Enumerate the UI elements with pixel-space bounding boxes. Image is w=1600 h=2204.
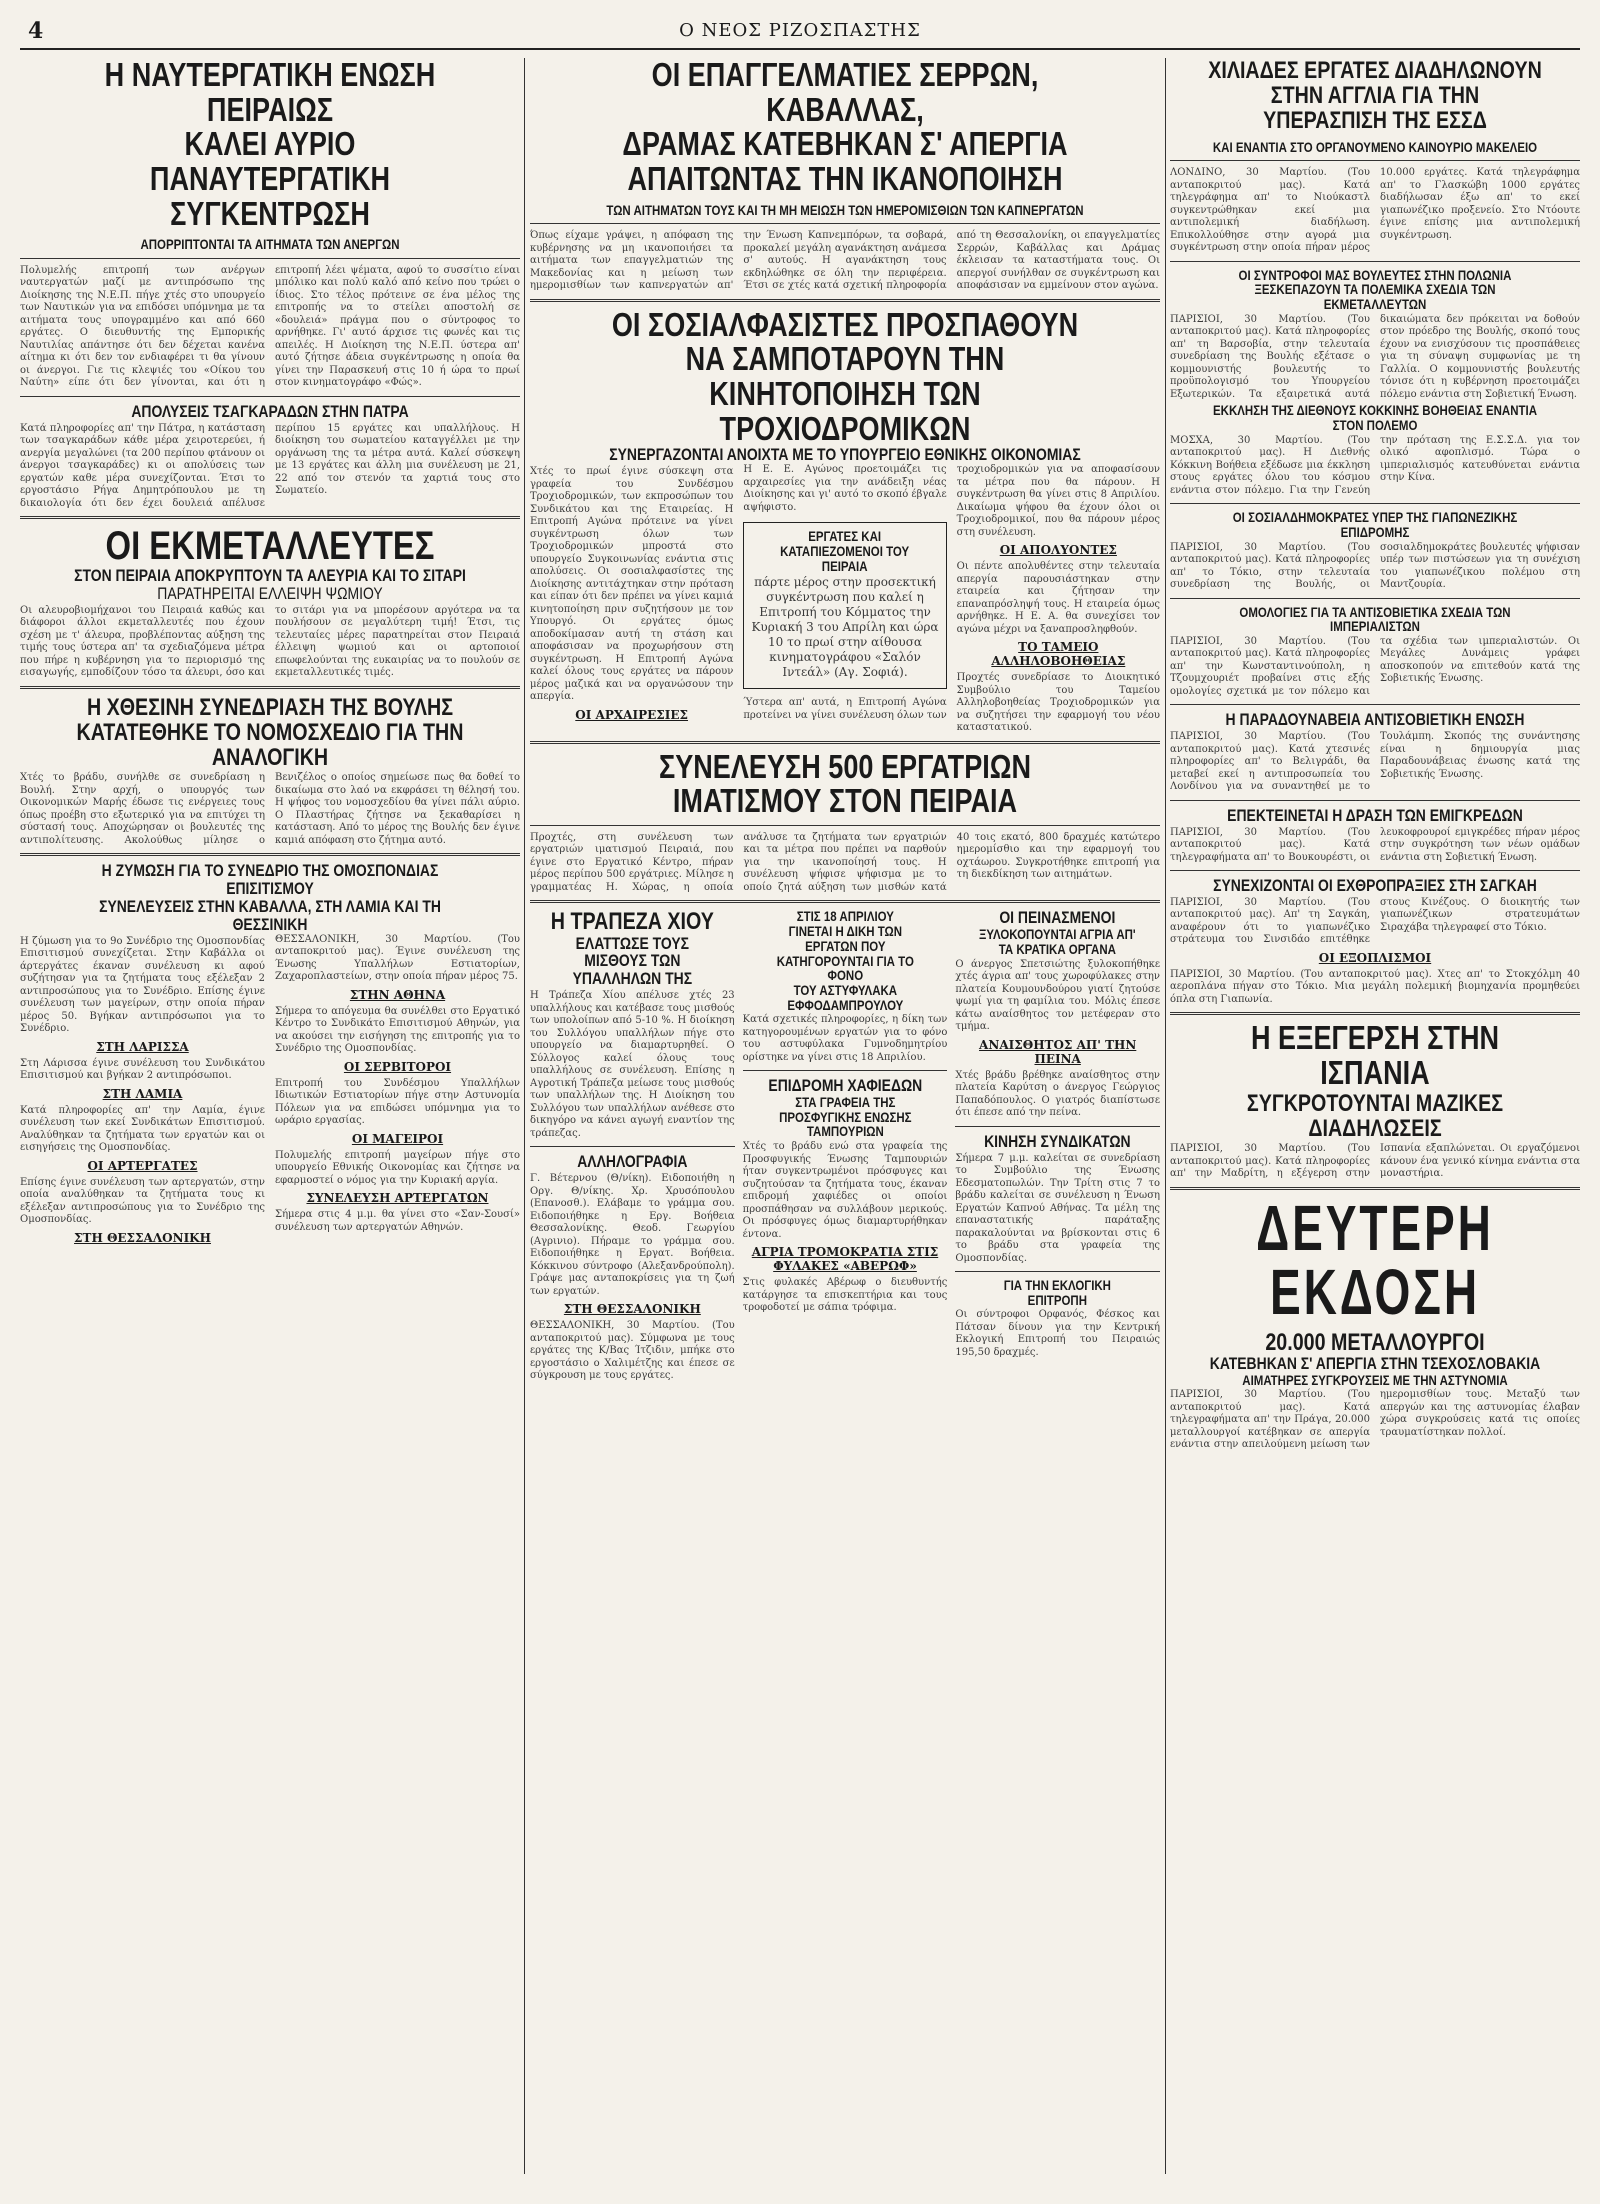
- article-trial: [743, 909, 948, 1384]
- article-text: Ο άνεργος Σπετσιώτης ξυλοκοπήθηκε χτές άγρια απ' τους χωροφύλακες στην πλατεία Κουμουνδούρου γιατί ζητούσε ψωμί για τη φαμίλια του. Μόλις έπεσε κάτω αναίσθητος τον μετέφεραν στο τμήμα.: [955, 958, 1160, 1033]
- headline: ΟΙ ΕΚΜΕΤΑΛΛΕΥΤΕΣ: [105, 524, 435, 569]
- divider: [1170, 503, 1580, 504]
- article-text: Προχτές συνεδρίασε το Διοικητικό Συμβούλιο του Ταμείου Αλληλοβοηθείας Τροχιοδρομικών για να συζητήσει την εφαρμογή του νέου καταστατικού.: [956, 672, 1160, 734]
- article-body: Πολυμελής επιτροπή των ανέργων ναυτεργατών μαζί με αντιπρόσωπο της Διοίκησης της Ν.Ε.Π. πήγε χτές στο υπουργείο των Ναυτικών για να επιδόσει υπόμνημα με τα αιτήματα τους υπογραμμένο και από 660 εργάτες. Ο διευθυντής της Εμπορικής Ναυτιλίας απάντησε ότι δεν δέχεται κανένα αίτημα κι ότι δεν τον ενδιαφέρει τι θα γίνουν οι άνεργοι. Γιε τις κλεψιές του «Οίκου του Ναύτη» είπε ότι δεν γίνονται, και ότι η επιτροπή λέει ψέματα, αφού το συσσίτιο είναι μπόλικο και πολύ καλό από κείνο που τρώει ο ίδιος. Στο τέλος πρότεινε σε ένα μέλος της επιτροπής να το στείλει αποστολή σε «δουλειά» πράγμα που ο σύντροφος το αρνήθηκε. Γι' αυτό άρχισε τις φωνές και τις απειλές. Η Διοίκηση της Ν.Ε.Π. ύστερα απ' αυτό ζήτησε άδεια συγκέντρωσης η οποία θα γίνει την Παρασκευή στις 10 ή ώρα το πρωί στον κινηματογράφο «Φώς».: [20, 264, 520, 389]
- article-text: Στη Λάρισσα έγινε συνέλευση του Συνδικάτου Επισιτισμού και βγήκαν 2 αντιπρόσωποι.: [20, 1057, 265, 1082]
- article-text: Ύστερα απ' αυτά, η Επιτροπή Αγώνα προτείνει να γίνει συνέλευση όλων των τροχιοδρομικών για να αποφασίσουν τα μέτρα που θα πάρουν. Η συγκέντρωση θα γίνει στις 8 Απριλίου. Δικαίωμα ψήφου θα έχουν όλοι οι Τροχιοδρομικοί, που θα πάρουν μέρος στη συνέλευση.: [743, 464, 1160, 721]
- headline: ΧΙΛΙΑΔΕΣ ΕΡΓΑΤΕΣ ΔΙΑΔΗΛΩΝΟΥΝ: [1208, 58, 1542, 84]
- headline: ΕΠΙΔΡΟΜΗ ΧΑΦΙΕΔΩΝ: [768, 1076, 922, 1096]
- article-body: ΠΑΡΙΣΙΟΙ, 30 Μαρτίου. (Του ανταποκριτού μας). Χτες απ' το Στοκχόλμη 40 αεροπλάνα πήγαν στο Τόκιο. Μια μεγάλη πολεμική βιομηχανία προμηθεύει όπλα στη Γιαπωνία.: [1170, 968, 1580, 1005]
- notice-title: ΕΡΓΑΤΕΣ ΚΑΙ ΚΑΤΑΠΙΕΖΟΜΕΝΟΙ ΤΟΥ ΠΕΙΡΑΙΑ: [780, 528, 910, 574]
- column-left: [20, 58, 520, 2174]
- divider: [1170, 598, 1580, 599]
- paper-name: Ο ΝΕΟΣ ΡΙΖΟΣΠΑΣΤΗΣ: [679, 20, 921, 41]
- headline: Η ΧΘΕΣΙΝΗ ΣΥΝΕΔΡΙΑΣΗ ΤΗΣ ΒΟΥΛΗΣ: [86, 693, 454, 721]
- subheadline: ΤΩΝ ΑΙΤΗΜΑΤΩΝ ΤΟΥΣ ΚΑΙ ΤΗ ΜΗ ΜΕΙΩΣΗ ΤΩΝ ΗΜΕΡΟΜΙΣΘΙΩΝ ΤΩΝ ΚΑΠΝΕΡΓΑΤΩΝ: [606, 201, 1084, 218]
- article-body: ΠΑΡΙΣΙΟΙ, 30 Μαρτίου. (Του ανταποκριτού μας). Κατά πληροφορίες απ' τη Βαρσοβία, στην τελευταία συνεδρίαση της Βουλής εξέτασε ο κομμουνιστής βουλευτής το προϋπολογισμό του Υπουργείου Εξωτερικών. Τα εξαιρετικά αυτά δικαιώματα δεν πρόκειται να δοθούν στον πρόεδρο της Βουλής, σκοπό τους έχουν να ενισχύσουν τις προσπάθειες για τη σύναψη συμφωνίας με τη Γαλλία. Ο κομμουνιστής βουλευτής τόνισε ότι η κυβέρνηση προετοιμάζει πόλεμο ενάντια στη Σοβιετική Ένωση.: [1170, 313, 1580, 400]
- article-text: Κατά σχετικές πληροφορίες, η δίκη των κατηγορουμένων εργατών για το φόνο του αστυφύλακα Γυμνοδημητρίου ορίστηκε να γίνει στις 18 Απριλίου.: [742, 1014, 948, 1063]
- subheadline: ΣΥΝΕΛΕΥΣΕΙΣ ΣΤΗΝ ΚΑΒΑΛΛΑ, ΣΤΗ ΛΑΜΙΑ ΚΑΙ ΤΗ ΘΕΣΣΙΝΙΚΗ: [99, 897, 441, 935]
- section-heading: ΣΤΗ ΛΑΡΙΣΣΑ: [96, 1039, 189, 1054]
- headline: ΑΠΟΛΥΣΕΙΣ ΤΣΑΓΚΑΡΑΔΩΝ ΣΤΗΝ ΠΑΤΡΑ: [131, 401, 409, 421]
- divider: [1170, 1012, 1580, 1015]
- divider: [530, 741, 1160, 744]
- column-center: [530, 58, 1160, 2174]
- article-text: Επίσης έγινε συνέλευση των αρτεργατών, στην οποία αναλύθηκαν τα ζητήματα τους κι εξέλεξαν αντιπροσώπους για το Συνέδριο της Ομοσπονδίας.: [20, 1176, 265, 1226]
- headline: ΓΙΝΕΤΑΙ Η ΔΙΚΗ ΤΩΝ ΕΡΓΑΤΩΝ ΠΟΥ ΚΑΤΗΓΟΡΟΥΝΤΑΙ ΓΙΑ ΤΟ ΦΟΝΟ: [776, 923, 914, 984]
- article-body: ΛΟΝΔΙΝΟ, 30 Μαρτίου. (Του ανταποκριτού μας). Κατά τηλεγράφημα απ' το Νιούκαστλ συγκεντρώθηκαν εκεί μια αντιπολεμική διαδήλωση. Επικολλούθησε στην αγορά μια συγκέντρωση στην οποία πήραν μέρος 10.000 εργάτες. Κατά τηλεγράφημα απ' το Γλασκώβη 1000 εργάτες διαδήλωσαν έξω απ' το εκεί γιαπωνέζικο προξενείο. Στο Ντόουτε έγινε επίσης μια αντιπολεμική συγκέντρωση.: [1170, 167, 1580, 254]
- article-body: ΠΑΡΙΣΙΟΙ, 30 Μαρτίου. (Του ανταποκριτού μας). Κατά πληροφορίες απ' την Μαδρίτη, η εξέγερση στην Ισπανία εξαπλώνεται. Οι εργαζόμενοι κάνουν ένα γενικό κίνημα ενάντια στα μοναστήρια.: [1170, 1143, 1580, 1180]
- subheadline: ΚΑΤΑΤΕΘΗΚΕ ΤΟ ΝΟΜΟΣΧΕΔΙΟ ΓΙΑ ΤΗΝ ΑΝΑΛΟΓΙΚΗ: [76, 719, 464, 772]
- divider: [530, 825, 1160, 826]
- article-text: Σήμερα 7 μ.μ. καλείται σε συνεδρίαση το Συμβούλιο της Ένωσης Εδεσματοπωλών. Την Τρίτη στις 7 το βράδυ καλείται σε συνέλευση η Ένωση Εργατών Καπνού Αθήνας. Τα μέλη της επαναστατικής παράταξης παρακαλούνται να βρίσκονται στις 6 το βράδυ στα γραφεία της Ομοσπονδίας.: [955, 1152, 1160, 1264]
- article-text: Η Τράπεζα Χίου απέλυσε χτές 23 υπαλλήλους και κατέβασε τους μισθούς των υπολοίπων από 5-10 %. Η διοίκηση του Συλλόγου υπαλλήλων πήγε στο υπουργείο να διαμαρτυρηθεί. Ο Σύλλογος καλεί όλους τους υπαλλήλους σε συνέλευση. Επίσης η Αγροτική Τράπεζα μείωσε τους μισθούς των υπαλλήλων της. Η Διοίκηση του Συλλόγου των υπαλλήλων ανέθεσε στο δικηγόρο να κάνει αγωγή εναντίον της τράπεζας.: [530, 990, 735, 1139]
- headline: ΟΜΟΛΟΓΙΕΣ ΓΙΑ ΤΑ ΑΝΤΙΣΟΒΙΕΤΙΚΑ ΣΧΕΔΙΑ ΤΩΝ ΙΜΠΕΡΙΑΛΙΣΤΩΝ: [1239, 603, 1511, 635]
- headline: ΣΤΙΣ 18 ΑΠΡΙΛΙΟΥ: [796, 909, 894, 925]
- headline: Η ΖΥΜΩΣΗ ΓΙΑ ΤΟ ΣΥΝΕΔΡΙΟ ΤΗΣ ΟΜΟΣΠΟΝΔΙΑΣ ΕΠΙΣΙΤΙΣΜΟΥ: [101, 861, 439, 899]
- headline: ΝΑ ΣΑΜΠΟΤΑΡΟΥΝ ΤΗΝ ΚΙΝΗΤΟΠΟΙΗΣΗ ΤΩΝ ΤΡΟΧΙΟΔΡΟΜΙΚΩΝ: [685, 340, 1005, 447]
- column-right: [1170, 58, 1580, 2174]
- article-text: Οι σύντροφοι Ορφανός, Φέσκος και Πάτσαν δίνουν για την Κεντρική Εκλογική Επιτροπή του Πειραιώς 195,50 δραχμές.: [955, 1309, 1160, 1358]
- article-body: ΠΑΡΙΣΙΟΙ, 30 Μαρτίου. (Του ανταποκριτού μας). Κατά πληροφορίες απ' το Τόκιο, στην τελευταία συνεδρίαση της Βουλής, οι σοσιαλδημοκράτες βουλευτές ψήφισαν υπέρ των πιστώσεων για τη συνέχιση του γιαπωνέζικου πολέμου στη Μαντζουρία.: [1170, 541, 1580, 591]
- section-heading: ΟΙ ΑΡΤΕΡΓΑΤΕΣ: [87, 1158, 198, 1173]
- divider: [1170, 261, 1580, 262]
- subheadline: ΣΤΑ ΓΡΑΦΕΙΑ ΤΗΣ ΠΡΟΣΦΥΓΙΚΗΣ ΕΝΩΣΗΣ ΤΑΜΠΟΥΡΙΩΝ: [778, 1094, 912, 1140]
- subheadline: ΤΟΥ ΑΣΤΥΦΥΛΑΚΑ ΕΦΦΟΔΑΜΠΡΟΥΛΟΥ: [786, 981, 904, 1013]
- divider: [530, 299, 1160, 302]
- headline: ΟΙ ΣΟΣΙΑΛΦΑΣΙΣΤΕΣ ΠΡΟΣΠΑΘΟΥΝ: [611, 305, 1079, 343]
- headline: Η ΕΞΕΓΕΡΣΗ ΣΤΗΝ ΙΣΠΑΝΙΑ: [1250, 1019, 1500, 1092]
- masthead: [20, 14, 1580, 50]
- headline: ΣΤΗΝ ΑΓΓΛΙΑ ΓΙΑ ΤΗΝ ΥΠΕΡΑΣΠΙΣΗ ΤΗΣ ΕΣΣΔ: [1263, 82, 1487, 135]
- subheadline: ΑΙΜΑΤΗΡΕΣ ΣΥΓΚΡΟΥΣΕΙΣ ΜΕ ΤΗΝ ΑΣΤΥΝΟΜΙΑ: [1242, 1371, 1508, 1388]
- article-body: [20, 934, 520, 1245]
- bottom-articles: [530, 909, 1160, 1384]
- section-heading: ΟΙ ΕΞΟΠΛΙΣΜΟΙ: [1318, 950, 1432, 965]
- article-text: Κατά πληροφορίες απ' την Λαμία, έγινε συνέλευση των εκεί Συνδικάτων Επισιτισμού. Αναλύθηκαν τα ζητήματα των εργατών και οι εισηγήσεις της Ομοσπονδίας.: [20, 1104, 265, 1154]
- headline: ΟΙ ΣΟΣΙΑΛΔΗΜΟΚΡΑΤΕΣ ΥΠΕΡ ΤΗΣ ΓΙΑΠΩΝΕΖΙΚΗΣ ΕΠΙΔΡΟΜΗΣ: [1232, 509, 1518, 540]
- article-body: Όπως είχαμε γράψει, η απόφαση της κυβέρνησης να μη ικανοποιήσει τα αιτήματα των επαγγελματιών της Μακεδονίας και η μείωση των ημερομισθίων των καπνεργατών απ' την Ένωση Καπνεμπόρων, τα σοβαρά, προκαλεί μεγάλη αγανάκτηση ανάμεσα σ' αυτούς. Η αγανάκτηση τους εκδηλώθηκε σε όλη την περιφέρεια. Έτσι σε χτές κατά σχετική πληροφορία από τη Θεσσαλονίκη, οι επαγγελματίες Σερρών, Καβάλλας και Δράμας έκλεισαν τα καταστήματα τους. Οι απεργοί συνήλθαν σε συγκέντρωση και αποφάσισαν να εμμείνουν στον αγώνα.: [530, 230, 1160, 292]
- article-body: Κατά πληροφορίες απ' την Πάτρα, η κατάσταση των τσαγκαράδων κάθε μέρα χειροτερεύει, ή ανεργία μεγαλώνει (τα 200 περίπου φτάνουν οι άνεργοι τσαγκαράδες) κι οι απολύσεις των εργατών καθε μέρα συνεχίζονται. Έτσι το εργοστάσιο Ρήγα Δημητρόπουλου με τη δικαιολογία ότι δεν έχει δουλειά απέλυσε περίπου 15 εργάτες και υπαλλήλους. Η διοίκηση του σωματείου καταγγέλλει με την οργάνωση της τα μέτρα αυτά. Καλεί σύσκεψη με 13 εργάτες και άλλη μια συνέλευση με 21, 22 από τον στενόν τα χαρτιά τους στο Σωματείο.: [20, 422, 520, 509]
- article-text: Οι πέντε απολυθέντες στην τελευταία απεργία παρουσιάστηκαν στην εταιρεία και ζήτησαν την επαναπρόσληψή τους. Η εταιρεία όμως αρνήθηκε. Η Ε. Α. θα συνεχίσει τον αγώνα μέχρι να ξαναπροσληφθούν.: [956, 561, 1160, 635]
- article-text: ΘΕΣΣΑΛΟΝΙΚΗ, 30 Μαρτίου. (Του ανταποκριτού μας). Έγινε συνέλευση της Ένωσης Υπαλλήλων Εστιατορίων, Ζαχαροπλαστείων, στην οποία πήραν μέρος 75.: [275, 933, 520, 983]
- column-divider: [1165, 58, 1166, 2174]
- subheadline: ΑΠΟΡΡΙΠΤΟΝΤΑΙ ΤΑ ΑΙΤΗΜΑΤΑ ΤΩΝ ΑΝΕΡΓΩΝ: [140, 236, 400, 253]
- headline: ΚΑΤΕΒΗΚΑΝ Σ' ΑΠΕΡΓΙΑ ΣΤΗΝ ΤΣΕΧΟΣΛΟΒΑΚΙΑ: [1209, 1353, 1541, 1373]
- headline: ΟΙ ΣΥΝΤΡΟΦΟΙ ΜΑΣ ΒΟΥΛΕΥΤΕΣ ΣΤΗΝ ΠΟΛΩΝΙΑ: [1238, 266, 1512, 283]
- article-body: Προχτές, στη συνέλευση των εργατριών ιματισμού Πειραιά, που έγινε στο Εργατικό Κέντρο, πήραν μέρος περίπου 500 εργάτριες. Μίλησε η γραμματέας Η. Χώρας, η οποία ανάλυσε τα ζητήματα των εργατριών και τα μέτρα που πρέπει να παρθούν για την ικανοποίησή τους. Η συνέλευση ψήφισε ψήφισμα με το οποίο ζητά αύξηση των μισθών κατά 40 τοις εκατό, 800 δραχμές κατώτερο ημερομίσθιο και την εφαρμογή του οχτάωρου. Συγκροτήθηκε επιτροπή για τη διεκδίκηση των αιτημάτων.: [530, 831, 1160, 893]
- section-heading: ΣΤΗ ΘΕΣΣΑΛΟΝΙΚΗ: [74, 1230, 211, 1245]
- article-body: ΠΑΡΙΣΙΟΙ, 30 Μαρτίου. (Του ανταποκριτού μας). Κατά χτεσινές πληροφορίες απ' το Βελιγράδι, θα μεταβεί εκεί η αντιπροσωπεία του Λονδίνου για να συναντηθεί με το Τουλάμπη. Σκοπός της συνάντησης είναι η δημιουργία μιας Παραδουνάβειας ένωσης κατά της Σοβιετικής Ένωσης.: [1170, 731, 1580, 793]
- article-text: Πολυμελής επιτροπή μαγείρων πήγε στο υπουργείο Εθνικής Οικονομίας και ζήτησε να εφαρμοστεί ο νόμος για την Κυριακή αργία.: [275, 1149, 520, 1186]
- subheadline: ΠΑΡΑΤΗΡΕΙΤΑΙ ΕΛΛΕΙΨΗ ΨΩΜΙΟΥ: [157, 584, 383, 604]
- article-body: Οι αλευροβιομήχανοι του Πειραιά καθώς και διάφοροι άλλοι εκμεταλλευτές που έχουν σχέση με τ' άλευρα, προβλέποντας αύξηση της τιμής τους ύστερα απ' τα σχεδιαζόμενα μέτρα που πήρε η κυβέρνηση για το περιορισμό της εισαγωγής, εμποδίζουν τόσο τα άλευρι, όσο και το σιτάρι για να μπορέσουν αργότερα να τα πουλήσουν σε μεγαλύτερη τιμή! Έτσι, τις τελευταίες μέρες παρατηρείται στον Πειραιά έλλειψη ψωμιού και οι αρτοποιοί επωφελούνται της ευκαιρίας να το πουλούν σε εκμεταλλευτικές τιμές.: [20, 604, 520, 679]
- divider: [1170, 704, 1580, 705]
- section-heading: ΟΙ ΣΕΡΒΙΤΟΡΟΙ: [343, 1059, 452, 1074]
- article-body: Χτές το βράδυ, συνήλθε σε συνεδρίαση η Βουλή. Στην αρχή, ο υπουργός των Οικονομικών Μαρής έδωσε τις ενέργειες τους όπως προέβη στο εξωτερικό για να επιτύχει τη σύστασή τους. Αποχώρησαν οι βουλευτές της αντιπολίτευσης. Ακολούθως μίλησε ο Βενιζέλος ο οποίος σημείωσε πως θα δοθεί το δικαίωμα στο λαό να εκφράσει τη θέλησή του. Η ψήφος του νομοσχεδίου θα γίνει πάλι αύριο. Ο Πλαστήρας ζήτησε να ξεκαθαρίσει η κατάσταση. Από το μέρος της Βουλής δεν έγινε καμιά απόφαση στο ζήτημα αυτό.: [20, 772, 520, 846]
- subheadline: ΚΑΙ ΕΝΑΝΤΙΑ ΣΤΟ ΟΡΓΑΝΟΥΜΕΝΟ ΚΑΙΝΟΥΡΙΟ ΜΑΚΕΛΕΙΟ: [1212, 138, 1538, 155]
- headline: ΣΥΝΕΛΕΥΣΗ 500 ΕΡΓΑΤΡΙΩΝ ΙΜΑΤΙΣΜΟΥ ΣΤΟΝ ΠΕΙΡΑΙΑ: [658, 747, 1032, 820]
- article-text: Χτές το βράδυ ενώ στα γραφεία της Προσφυγικής Ένωσης Ταμπουριών ήταν συγκεντρωμένοι πρόσφυγες και συζητούσαν τα ζητήματα τους, έκαναν επιδρομή χαφιέδες οι οποίοι προσπάθησαν να συλλάβουν μερικούς. Οι πρόσφυγες όμως διαμαρτυρήθηκαν έντονα.: [742, 1141, 948, 1240]
- divider: [20, 853, 520, 856]
- notice-text: πάρτε μέρος στην προσεκτική συγκέντρωση που καλεί η Επιτροπή του Κόμματος την Κυριακή 3 του Απρίλη και ώρα 10 το πρωί στην αίθουσα κινηματογράφου «Σαλόν Ιντεάλ» (Αγ. Σοφιά).: [751, 575, 939, 680]
- divider: [955, 1271, 1160, 1272]
- section-heading: ΟΙ ΑΡΧΑΙΡΕΣΙΕΣ: [575, 707, 689, 722]
- headline: ΟΙ ΠΕΙΝΑΣΜΕΝΟΙ: [999, 909, 1116, 928]
- divider: [955, 1126, 1160, 1127]
- subheadline: ΞΕΣΚΕΠΑΖΟΥΝ ΤΑ ΠΟΛΕΜΙΚΑ ΣΧΕΔΙΑ ΤΩΝ ΕΚΜΕΤΑΛΛΕΥΤΩΝ: [1254, 281, 1496, 313]
- headline: 20.000 ΜΕΤΑΛΛΟΥΡΓΟΙ: [1265, 1328, 1485, 1356]
- subheadline: ΣΤΟΝ ΠΕΙΡΑΙΑ ΑΠΟΚΡΥΠΤΟΥΝ ΤΑ ΑΛΕΥΡΙΑ ΚΑΙ ΤΟ ΣΙΤΑΡΙ: [74, 566, 466, 586]
- article-body: [530, 464, 1160, 735]
- article-body: ΠΑΡΙΣΙΟΙ, 30 Μαρτίου. (Του ανταποκριτού μας). Απ' τη Σαγκάη, αναφέρουν ότι το γιαπωνέζικο στράτευμα του Σινσιδάο επιτέθηκε στους Κινέζους. Ο διοικητής των γιαπωνέζικων στρατευμάτων Σιραχάβα τηλεγραφεί στο Τόκιο.: [1170, 896, 1580, 946]
- headline: ΕΛΑΤΤΩΣΕ ΤΟΥΣ ΜΙΣΘΟΥΣ ΤΩΝ ΥΠΑΛΛΗΛΩΝ ΤΗΣ: [572, 933, 693, 989]
- notice-box: [743, 522, 946, 689]
- divider: [1170, 800, 1580, 801]
- column-divider: [524, 58, 525, 2174]
- article-text: Η Ε. Ε. Αγώνος προετοιμάζει τις αρχαιρεσίες για την ανάδειξη νέας Διοίκησης και γι' αυτό το σκοπό έβγαλε αψήφιστο.: [743, 464, 947, 513]
- section-heading: ΣΤΗΝ ΑΘΗΝΑ: [349, 987, 446, 1002]
- section-heading: ΟΙ ΑΠΟΛΥΟΝΤΕΣ: [999, 543, 1117, 558]
- page-number: 4: [28, 18, 44, 44]
- headline: ΓΙΑ ΤΗΝ ΕΚΛΟΓΙΚΗ ΕΠΙΤΡΟΠΗ: [1004, 1277, 1112, 1308]
- section-heading: ΣΤΗ ΘΕΣΣΑΛΟΝΙΚΗ: [563, 1302, 701, 1316]
- headline: ΚΑΛΕΙ ΑΥΡΙΟ ΠΑΝΑΥΤΕΡΓΑΤΙΚΗ ΣΥΓΚΕΝΤΡΩΣΗ: [149, 125, 391, 232]
- article-hungry: [955, 909, 1160, 1384]
- article-body: ΠΑΡΙΣΙΟΙ, 30 Μαρτίου. (Του ανταποκριτού μας). Κατά τηλεγραφήματα απ' το Βουκουρέστι, οι λευκοφρουροί εμιγκρέδες πήραν μέρος στην συγκρότηση των νέων ομάδων ενάντια στη Σοβιετική Ένωση.: [1170, 826, 1580, 863]
- article-text: Γ. Βέτερνου (Θ/νίκη). Ειδοποιήθη η Οργ. Θ/νίκης. Χρ. Χρυσόπουλου (Επανοσθ.). Ελάβαμε το γράμμα σου. Ειδοποιήθηκε η Εργ. Βοήθεια Θεσσαλονίκης. Θεοδ. Γεωργίου (Αγρινιο). Πήραμε το γράμμα σου. Ειδοποιήθηκε η Εργατ. Βοήθεια. Κόκκινου σύντροφο (Αλεξανδρούπολη). Γράψε μας ανταποκρίσεις για τη ζωή των εργατών.: [530, 1173, 735, 1297]
- headline: ΟΙ ΕΠΑΓΓΕΛΜΑΤΙΕΣ ΣΕΡΡΩΝ, ΚΑΒΑΛΛΑΣ,: [651, 58, 1039, 128]
- headline: ΕΚΚΛΗΣΗ ΤΗΣ ΔΙΕΘΝΟΥΣ ΚΟΚΚΙΝΗΣ ΒΟΗΘΕΙΑΣ ΕΝΑΝΤΙΑ ΣΤΟΝ ΠΟΛΕΜΟ: [1213, 402, 1537, 433]
- article-text: Επιτροπή του Συνδέσμου Υπαλλήλων Ιδιωτικών Εστιατορίων πήγε στην Αστυνομία Πόλεων για να επιδώσει υπόμνημα για το ωράριο εργασίας.: [275, 1077, 520, 1127]
- article-body: ΠΑΡΙΣΙΟΙ, 30 Μαρτίου. (Του ανταποκριτού μας). Κατά πληροφορίες απ' την Κωνσταντινούπολη, η Τζουμχουριέτ προβαίνει στις εξής ομολογίες σχετικά με τον πόλεμο και τα σχέδια των ιμπεριαλιστών. Οι Μεγάλες Δυνάμεις γράφει αποσκοπούν να επιτεθούν κατά της Σοβιετικής Ένωσης.: [1170, 635, 1580, 697]
- subheadline: ΣΥΓΚΡΟΤΟΥΝΤΑΙ ΜΑΖΙΚΕΣ ΔΙΑΔΗΛΩΣΕΙΣ: [1246, 1089, 1504, 1142]
- divider: [530, 900, 1160, 903]
- divider: [1170, 1187, 1580, 1190]
- section-heading: ΑΝΑΙΣΘΗΤΟΣ ΑΠ' ΤΗΝ ΠΕΙΝΑ: [979, 1037, 1137, 1066]
- section-heading: ΑΓΡΙΑ ΤΡΟΜΟΚΡΑΤΙΑ ΣΤΙΣ ΦΥΛΑΚΕΣ «ΑΒΕΡΩΦ»: [751, 1245, 939, 1274]
- section-heading: ΣΤΗ ΛΑΜΙΑ: [102, 1086, 183, 1101]
- section-heading: ΟΙ ΜΑΓΕΙΡΟΙ: [351, 1131, 444, 1146]
- divider: [1170, 160, 1580, 161]
- section-heading: ΤΟ ΤΑΜΕΙΟ ΑΛΛΗΛΟΒΟΗΘΕΙΑΣ: [991, 640, 1126, 669]
- divider: [530, 1146, 735, 1147]
- divider: [20, 396, 520, 397]
- headline: Η ΤΡΑΠΕΖΑ ΧΙΟΥ: [550, 909, 714, 936]
- headline: ΕΠΕΚΤΕΙΝΕΤΑΙ Η ΔΡΑΣΗ ΤΩΝ ΕΜΙΓΚΡΕΔΩΝ: [1227, 805, 1523, 825]
- headline: ΞΥΛΟΚΟΠΟΥΝΤΑΙ ΑΓΡΙΑ ΑΠ' ΤΑ ΚΡΑΤΙΚΑ ΟΡΓΑΝΑ: [979, 926, 1136, 957]
- second-edition-banner: ΔΕΥΤΕΡΗ ΕΚΔΟΣΗ: [1256, 1191, 1494, 1328]
- divider: [20, 258, 520, 259]
- article-body: ΠΑΡΙΣΙΟΙ, 30 Μαρτίου. (Του ανταποκριτού μας). Κατά τηλεγραφήματα απ' την Πράγα, 20.000 μεταλλουργοί κατέβηκαν σε απεργία ενάντια στην απειλούμενη μείωση των ημερομισθίων τους. Μεταξύ των απεργών και της αστυνομίας έλαβαν χώρα συγκρούσεις κατά τις οποίες τραυματίστηκαν πολλοί.: [1170, 1389, 1580, 1451]
- section-heading: ΣΥΝΕΛΕΥΣΗ ΑΡΤΕΡΓΑΤΩΝ: [306, 1191, 489, 1206]
- article-text: Σήμερα στις 4 μ.μ. θα γίνει στο «Σαν-Σουσί» συνέλευση των αρτεργατών Αθηνών.: [275, 1209, 520, 1233]
- divider: [20, 686, 520, 689]
- divider: [1170, 870, 1580, 871]
- headline: ΔΡΑΜΑΣ ΚΑΤΕΒΗΚΑΝ Σ' ΑΠΕΡΓΙΑ ΑΠΑΙΤΩΝΤΑΣ ΤΗΝ ΙΚΑΝΟΠΟΙΗΣΗ: [622, 125, 1068, 197]
- article-text: Σήμερα το απόγευμα θα συνέλθει στο Εργατικό Κέντρο το Συνδικάτο Επισιτισμού Αθηνών, για να ακούσει την εισήγηση της επιτροπής για το Συνέδριο της Ομοσπονδίας.: [275, 1005, 520, 1055]
- article-text: ΘΕΣΣΑΛΟΝΙΚΗ, 30 Μαρτίου. (Του ανταποκριτού μας). Σύμφωνα με τους εργάτες της Κ/Βας Ίτζιδιν, μπήκε στο εργοστάσιο ο Χαλιμέτζης και έπεσε σε σύγκρουση με τους εργάτες.: [530, 1320, 735, 1381]
- article-text: Χτές βράδυ βρέθηκε αναίσθητος στην πλατεία Καρύτση ο άνεργος Γεώργιος Παπαδόπουλος. Ο γιατρός διαπίστωσε ότι έπεσε από την πείνα.: [955, 1069, 1160, 1119]
- headline: Η ΠΑΡΑΔΟΥΝΑΒΕΙΑ ΑΝΤΙΣΟΒΙΕΤΙΚΗ ΕΝΩΣΗ: [1225, 710, 1525, 730]
- article-text: Χτές το πρωί έγινε σύσκεψη στα γραφεία του Συνδέσμου Τροχιοδρομικών, των εκπροσώπων του Συνδικάτου και της Εταιρείας. Η Επιτροπή Αγώνα πρότεινε να γίνει συγκέντρωση όλων των Τροχιοδρομικών μπροστά στο υπουργείο Συγκοινωνίας ενάντια στις απολύσεις. Οι σοσιαλφασίστες της Διοίκησης αντιτάχτηκαν στην πρόταση και είπαν ότι δεν πρέπει να γίνει καμιά κινητοποίηση πριν συζητήσουν με τον Υπουργό. Οι εργάτες όμως αποδοκίμασαν αυτή τη στάση και αποφάσισαν να προχωρήσουν στη συγκέντρωση. Η Επιτροπή Αγώνα καλεί όλους τους εργάτες να πάρουν μέρος μαζικά και να οργανώσουν την απεργία.: [530, 466, 734, 703]
- headline: ΚΙΝΗΣΗ ΣΥΝΔΙΚΑΤΩΝ: [984, 1131, 1131, 1151]
- article-text: Στις φυλακές Αβέρωφ ο διευθυντής κατάργησε τα επισκεπτήρια και τους τροφοδοτεί με σάπια τρόφιμα.: [742, 1277, 948, 1314]
- headline: ΣΥΝΕΧΙΖΟΝΤΑΙ ΟΙ ΕΧΘΡΟΠΡΑΞΙΕΣ ΣΤΗ ΣΑΓΚΑΗ: [1213, 876, 1537, 896]
- article-text: Η ζύμωση για το 9ο Συνέδριο της Ομοσπονδίας Επισιτισμού συνεχίζεται. Στην Καβάλλα οι άρτεργάτες έκαναν συνέλευση κι αφού συζήτησαν για τα ζητήματα τους εξέλεξαν 2 αντιπροσώπους για το Συνέδριο. Επίσης έγινε συνέλευση των μαγείρων, στην οποία πήραν μέρος 50. Βγήκαν αντιπρόσωποι για το Συνέδριο.: [20, 935, 265, 1035]
- divider: [530, 223, 1160, 224]
- newspaper-page: [20, 14, 1580, 2174]
- section-heading: ΑΛΛΗΛΟΓΡΑΦΙΑ: [577, 1152, 688, 1172]
- subheadline: ΣΥΝΕΡΓΑΖΟΝΤΑΙ ΑΝΟΙΧΤΑ ΜΕ ΤΟ ΥΠΟΥΡΓΕΙΟ ΕΘΝΙΚΗΣ ΟΙΚΟΝΟΜΙΑΣ: [609, 445, 1081, 465]
- article-body: ΜΟΣΧΑ, 30 Μαρτίου. (Του ανταποκριτού μας). Η Διεθνής Κόκκινη Βοήθεια εξέδωσε μια έκκληση στους εργάτες όλου του κόσμου ενάντια στον πόλεμο. Για την Γενεύη την πρόταση της Ε.Σ.Σ.Δ. για τον ολικό αφοπλισμό. Τώρα ο ιμπεριαλισμός κατευθύνεται ενάντια στην Κίνα.: [1170, 434, 1580, 496]
- article-bank-chios: [530, 909, 735, 1384]
- divider: [20, 516, 520, 519]
- divider: [743, 1070, 948, 1071]
- headline: Η ΝΑΥΤΕΡΓΑΤΙΚΗ ΕΝΩΣΗ ΠΕΙΡΑΙΩΣ: [104, 58, 436, 128]
